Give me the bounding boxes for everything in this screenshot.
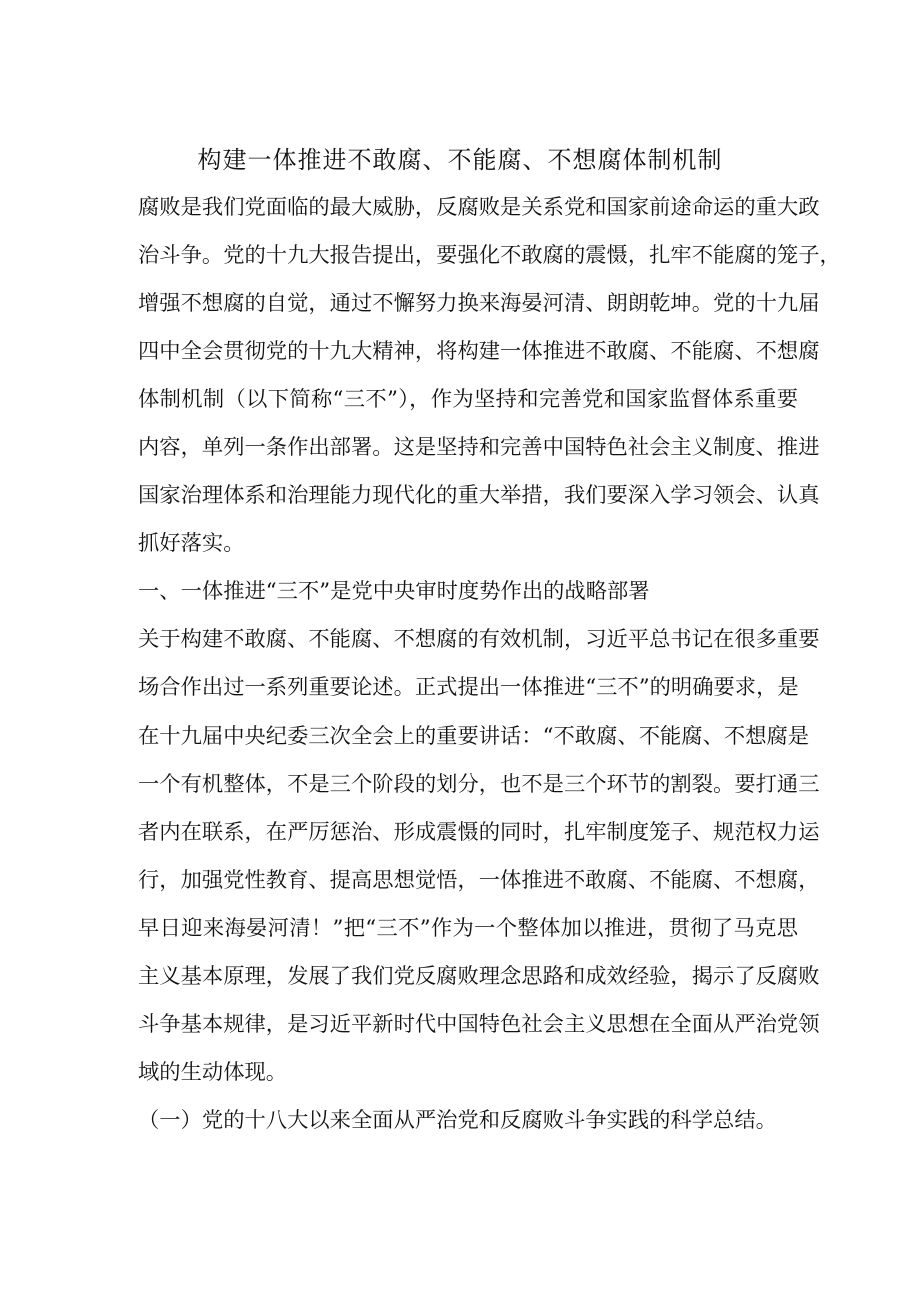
paragraph-2-line-9: 斗争基本规律，是习近平新时代中国特色社会主义思想在全面从严治党领	[138, 1011, 820, 1037]
paragraph-2-line-6: 行，加强党性教育、提高思想觉悟，一体推进不敢腐、不能腐、不想腐，	[138, 867, 820, 893]
paragraph-1-line-6: 内容，单列一条作出部署。这是坚持和完善中国特色社会主义制度、推进	[138, 435, 820, 461]
paragraph-1-line-4: 四中全会贯彻党的十九大精神，将构建一体推进不敢腐、不能腐、不想腐	[138, 339, 820, 365]
paragraph-2-line-8: 主义基本原理，发展了我们党反腐败理念思路和成效经验，揭示了反腐败	[138, 963, 820, 989]
paragraph-2-line-1: 关于构建不敢腐、不能腐、不想腐的有效机制，习近平总书记在很多重要	[138, 627, 820, 653]
section-heading-1: 一、一体推进“三不”是党中央审时度势作出的战略部署	[138, 579, 650, 605]
paragraph-1-line-7: 国家治理体系和治理能力现代化的重大举措，我们要深入学习领会、认真	[138, 483, 820, 509]
paragraph-1-line-1: 腐败是我们党面临的最大威胁，反腐败是关系党和国家前途命运的重大政	[138, 195, 820, 220]
paragraph-2-line-10: 域的生动体现。	[138, 1059, 288, 1085]
paragraph-1-line-3: 增强不想腐的自觉，通过不懈努力换来海晏河清、朗朗乾坤。党的十九届	[138, 291, 820, 317]
document-title: 构建一体推进不敢腐、不能腐、不想腐体制机制	[197, 146, 723, 174]
document-body	[138, 189, 841, 1150]
subsection-heading-1: （一）党的十八大以来全面从严治党和反腐败斗争实践的科学总结。	[138, 1107, 777, 1133]
paragraph-2-line-4: 一个有机整体，不是三个阶段的划分，也不是三个环节的割裂。要打通三	[138, 771, 820, 797]
paragraph-1-line-2: 治斗争。党的十九大报告提出，要强化不敢腐的震慑，扎牢不能腐的笼子，	[138, 243, 841, 269]
paragraph-1-line-5: 体制机制（以下简称“三不”），作为坚持和完善党和国家监督体系重要	[138, 387, 798, 413]
paragraph-2-line-2: 场合作出过一系列重要论述。正式提出一体推进“三不”的明确要求，是	[138, 675, 799, 701]
paragraph-1-line-8: 抓好落实。	[138, 531, 245, 557]
paragraph-2-line-5: 者内在联系，在严厉惩治、形成震慑的同时，扎牢制度笼子、规范权力运	[138, 819, 820, 845]
paragraph-2-line-7: 早日迎来海晏河清！”把“三不”作为一个整体加以推进，贯彻了马克思	[138, 915, 798, 941]
paragraph-2-line-3: 在十九届中央纪委三次全会上的重要讲话：“不敢腐、不能腐、不想腐是	[138, 723, 810, 749]
